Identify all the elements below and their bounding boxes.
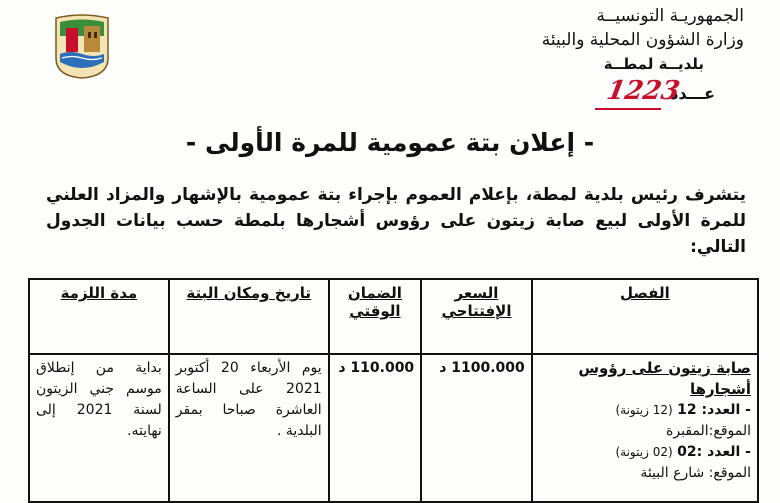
cell-desc: [532, 354, 758, 502]
ministry-line: وزارة الشؤون المحلية والبيئة: [541, 30, 744, 50]
cell-bail: 110.000 د: [329, 354, 422, 502]
municipality-line: بلديــة لمطــة: [603, 55, 704, 73]
republic-line: الجمهوريـة التونسيــة: [596, 6, 744, 26]
lot1-location: الموقع:المقبرة: [666, 423, 751, 439]
lot2: [539, 442, 751, 463]
reference-value: 1223: [604, 76, 683, 106]
cell-date: يوم الأربعاء 20 أكتوبر 2021 على الساعة العاشرة صباحا بمقر البلدية .: [169, 354, 329, 502]
col-desc-header: الفصل: [532, 279, 758, 354]
municipality-emblem-icon: [50, 14, 114, 80]
reference-number: [585, 76, 715, 110]
table-header-row: [29, 279, 758, 354]
reference-underline: [595, 108, 661, 110]
cell-duration: بداية من إنطلاق موسم جني الزيتون لسنة 2021 إلى نهايته.: [29, 354, 169, 502]
reference-label: عـــدد: [670, 84, 715, 103]
lot2-count: - العدد :02: [677, 444, 751, 460]
col-price-header: السعر الإفتتاحي: [421, 279, 532, 354]
lot1: [539, 400, 751, 421]
lot2-note: (02 زيتونة): [615, 445, 673, 459]
lot2-location: الموقع: شارع البيئة: [640, 465, 751, 481]
letterhead: [542, 4, 744, 76]
col-date-header: تاريخ ومكان البتة: [169, 279, 329, 354]
desc-title: صابة زيتون على رؤوس أشجارها: [578, 359, 751, 398]
announcement-intro: يتشرف رئيس بلدية لمطة، بإعلام العموم بإجراء بتة عمومية بالإشهار والمزاد العلني للمرة الأولى لبيع صابة زيتون على رؤوس أشجارها بلمطة حسب بيانات الجدول التالي:: [46, 185, 746, 257]
cell-price: 1100.000 د: [421, 354, 532, 502]
table-row: [29, 354, 758, 502]
announcement-title: - إعلان بتة عمومية للمرة الأولى -: [185, 128, 595, 157]
auction-table: [28, 278, 759, 503]
col-bail-header: الضمان الوقتي: [329, 279, 422, 354]
lot1-count: - العدد: 12: [677, 402, 751, 418]
lot1-note: (12 زيتونة): [615, 403, 673, 417]
col-duration-header: مدة اللزمة: [29, 279, 169, 354]
